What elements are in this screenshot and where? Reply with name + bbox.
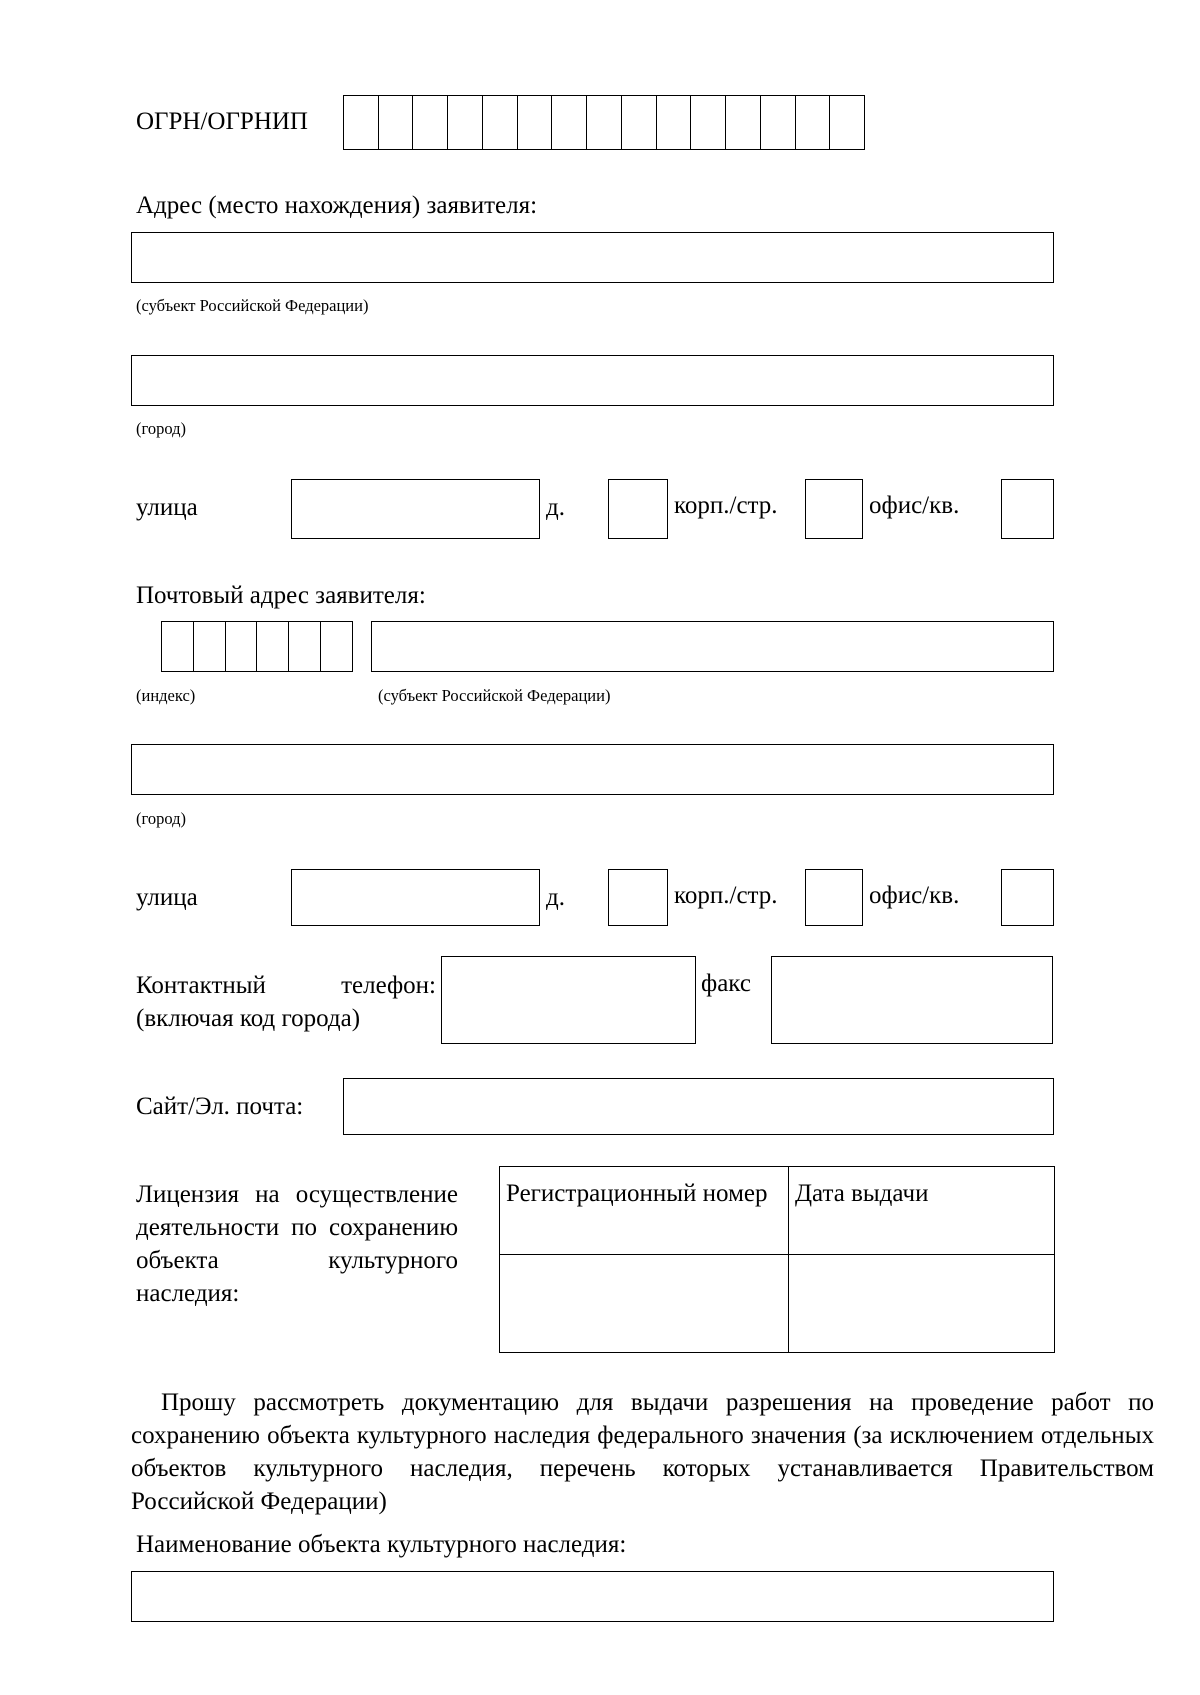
license-label: Лицензия на осуществление деятельности по сохранению объекта культурного наследия: [136, 1181, 458, 1307]
ogrn-digit-cell[interactable] [726, 96, 761, 149]
phone-field[interactable] [441, 956, 696, 1044]
postal-heading: Почтовый адрес заявителя: [136, 582, 426, 609]
ogrn-input-cells[interactable] [343, 95, 865, 150]
address-heading: Адрес (место нахождения) заявителя: [136, 192, 538, 219]
postal-office-label: офис/кв. [869, 882, 960, 909]
address-house-label: д. [546, 494, 565, 521]
postal-index-digit-cell[interactable] [162, 622, 194, 671]
fax-field[interactable] [771, 956, 1053, 1044]
address-subject-field[interactable] [131, 232, 1054, 283]
object-name-label: Наименование объекта культурного наследия: [136, 1531, 627, 1558]
request-paragraph: Прошу рассмотреть документацию для выдачи разрешения на проведение работ по сохранению объекта культурного наследия федерального значения (за исключением отдельных объектов культурного наследия, перечень которых устанавливается Правительством Российской Федерации) [131, 1389, 1154, 1515]
ogrn-digit-cell[interactable] [657, 96, 692, 149]
site-email-label: Сайт/Эл. почта: [136, 1093, 304, 1120]
postal-index-digit-cell[interactable] [321, 622, 353, 671]
address-house-field[interactable] [608, 479, 668, 539]
object-name-field[interactable] [131, 1571, 1054, 1622]
license-reg-number-cell[interactable] [500, 1255, 789, 1353]
postal-city-caption: (город) [136, 809, 187, 828]
postal-house-label: д. [546, 884, 565, 911]
postal-index-cells[interactable] [161, 621, 353, 672]
fax-label: факс [701, 970, 751, 997]
address-office-label: офис/кв. [869, 492, 960, 519]
postal-index-digit-cell[interactable] [226, 622, 258, 671]
address-building-label: корп./стр. [674, 492, 778, 519]
license-table [499, 1166, 1055, 1353]
postal-index-digit-cell[interactable] [194, 622, 226, 671]
license-issue-date-header: Дата выдачи [789, 1167, 1055, 1255]
license-issue-date-cell[interactable] [789, 1255, 1055, 1353]
license-reg-number-header: Регистрационный номер [500, 1167, 789, 1255]
ogrn-digit-cell[interactable] [448, 96, 483, 149]
postal-building-label: корп./стр. [674, 882, 778, 909]
ogrn-digit-cell[interactable] [552, 96, 587, 149]
address-street-field[interactable] [291, 479, 540, 539]
postal-index-digit-cell[interactable] [289, 622, 321, 671]
address-building-field[interactable] [805, 479, 863, 539]
address-office-field[interactable] [1001, 479, 1054, 539]
address-city-caption: (город) [136, 419, 187, 438]
postal-subject-caption: (субъект Российской Федерации) [378, 686, 611, 705]
postal-street-field[interactable] [291, 869, 540, 926]
postal-index-caption: (индекс) [136, 686, 196, 705]
ogrn-digit-cell[interactable] [830, 96, 865, 149]
ogrn-digit-cell[interactable] [518, 96, 553, 149]
ogrn-digit-cell[interactable] [413, 96, 448, 149]
address-street-label: улица [136, 494, 198, 521]
postal-index-digit-cell[interactable] [257, 622, 289, 671]
phone-label: Контактный телефон: [136, 972, 436, 999]
ogrn-digit-cell[interactable] [691, 96, 726, 149]
site-email-field[interactable] [343, 1078, 1054, 1135]
ogrn-digit-cell[interactable] [344, 96, 379, 149]
ogrn-label: ОГРН/ОГРНИП [136, 108, 308, 135]
phone-label-note: (включая код города) [136, 1005, 361, 1032]
address-subject-caption: (субъект Российской Федерации) [136, 296, 369, 315]
ogrn-digit-cell[interactable] [379, 96, 414, 149]
postal-building-field[interactable] [805, 869, 863, 926]
postal-office-field[interactable] [1001, 869, 1054, 926]
ogrn-digit-cell[interactable] [796, 96, 831, 149]
postal-street-label: улица [136, 884, 198, 911]
ogrn-digit-cell[interactable] [622, 96, 657, 149]
postal-subject-field[interactable] [371, 621, 1054, 672]
ogrn-digit-cell[interactable] [587, 96, 622, 149]
postal-city-field[interactable] [131, 744, 1054, 795]
address-city-field[interactable] [131, 355, 1054, 406]
postal-house-field[interactable] [608, 869, 668, 926]
ogrn-digit-cell[interactable] [761, 96, 796, 149]
ogrn-digit-cell[interactable] [483, 96, 518, 149]
